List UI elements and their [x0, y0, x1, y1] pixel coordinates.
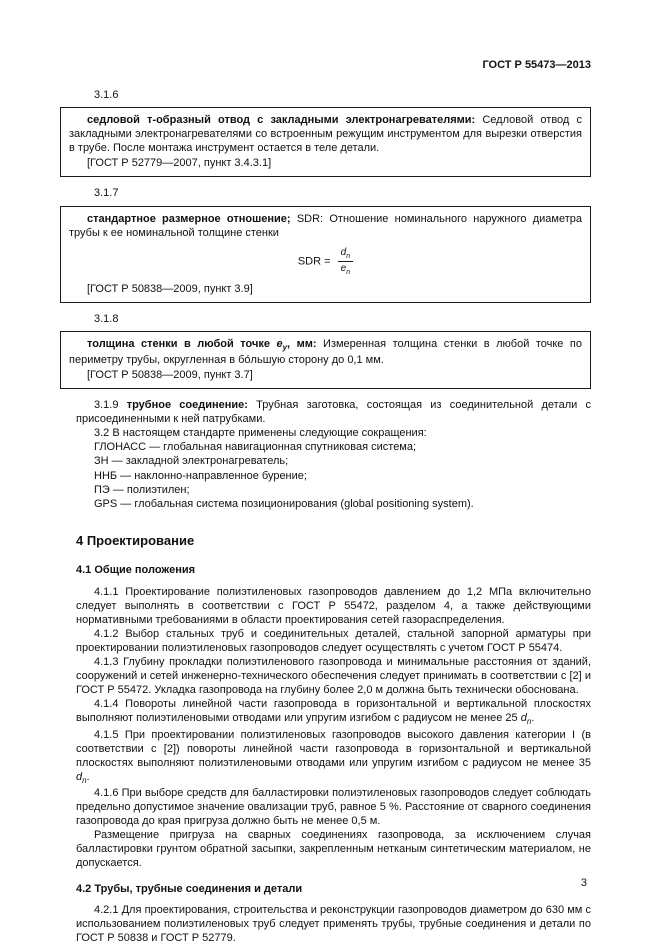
clause-4-1-5 — [76, 728, 591, 787]
term-text: Измеренная толщина стенки в любой точке по периметру трубы, округленная в бо́льшую сторону до 0,1 мм. — [69, 337, 583, 367]
clause-3-1-9 — [76, 398, 591, 426]
doc-header — [76, 58, 591, 72]
abbreviation-item: ЗН — закладной электронагреватель; — [94, 455, 289, 468]
numerator-subscript: n — [346, 250, 351, 260]
clause-4-1-6: 4.1.6 При выборе средств для балластировки полиэтиленовых газопроводов следует соблюдать предельно допустимое значение овализации труб, равное 5 %. Расстояние от сварного соединения газопровода до края пригруза должно быть не менее 0,5 м. — [76, 787, 591, 828]
abbreviation-item: GPS — глобальная система позиционирования (global positioning system). — [94, 497, 474, 510]
term-symbol-subscript: y — [282, 342, 288, 352]
term-name: седловой т-образный отвод с закладными электронагревателями: — [87, 114, 476, 127]
term-box-3-1-8 — [60, 331, 591, 389]
formula-denominator — [338, 262, 354, 276]
term-text: Отношение номинального наружного диаметра трубы к ее номинальной толщине стенки — [69, 212, 582, 239]
section-4-2-heading: 4.2 Трубы, трубные соединения и детали — [76, 882, 303, 895]
section-4-heading: 4 Проектирование — [76, 532, 195, 548]
clause-4-1-4 — [76, 697, 591, 727]
diameter-symbol: d — [520, 712, 527, 725]
term-symbol: e — [276, 337, 283, 350]
term-box-3-1-7 — [60, 206, 591, 303]
formula-numerator — [338, 247, 354, 262]
term-name — [87, 338, 323, 350]
term-abbr: SDR: — [290, 212, 330, 225]
abbreviation-item: ПЭ — полиэтилен; — [94, 483, 190, 496]
clause-text-end: . — [531, 712, 535, 725]
diameter-symbol: d — [76, 770, 83, 783]
term-reference: [ГОСТ Р 50838—2009, пункт 3.7] — [87, 369, 253, 382]
abbreviation-item: ГЛОНАСС — глобальная навигационная спутниковая система; — [94, 441, 417, 454]
term-definition-3-1-8 — [69, 337, 582, 367]
numerator-symbol: d — [340, 246, 347, 258]
abbreviation-item: ННБ — наклонно-направленное бурение; — [94, 469, 307, 482]
page-number: 3 — [580, 876, 587, 889]
section-4-1-heading: 4.1 Общие положения — [76, 564, 196, 577]
term-reference: [ГОСТ Р 50838—2009, пункт 3.9] — [87, 282, 253, 295]
clause-number: 3.1.9 — [94, 399, 119, 412]
denominator-subscript: n — [346, 266, 351, 276]
term-suffix: , мм: — [287, 337, 324, 350]
clause-label-3-1-6: 3.1.6 — [94, 89, 119, 102]
clause-4-1-2: 4.1.2 Выбор стальных труб и соединительных деталей, стальной запорной арматуры при проектировании полиэтиленовых газопроводов следует осуществлять с учетом ГОСТ Р 55474. — [76, 627, 591, 654]
clause-text: 4.1.5 При проектировании полиэтиленовых газопроводов высокого давления категории I (в соответствии с [2]) повороты линейной части газопровода в горизонтальной и вертикальной плоскостях выполняют полиэтиленовыми отводами или упругим изгибом с радиусом не менее 35 — [76, 728, 591, 769]
clause-label-3-1-7: 3.1.7 — [94, 187, 119, 200]
clause-label-3-1-8: 3.1.8 — [94, 312, 119, 325]
clause-text-end: . — [86, 770, 90, 783]
formula-fraction — [338, 247, 354, 276]
term-text: Трубная заготовка, состоящая из соединительной детали с присоединенными к ней патрубками. — [76, 399, 591, 426]
clause-text: 4.1.4 Повороты линейной части газопровода в горизонтальной и вертикальной плоскостях выполняют полиэтиленовыми отводами или упругим изгибом с радиусом не менее 25 — [76, 698, 591, 725]
term-name: стандартное размерное отношение; — [87, 212, 291, 225]
clause-4-1-1: 4.1.1 Проектирование полиэтиленовых газопроводов давлением до 1,2 МПа включительно следует выполнять в соответствии с ГОСТ Р 55472, разделом 4, а также действующими нормативными требованиями в области проектирования сетей газораспределения. — [76, 585, 591, 626]
diameter-subscript: n — [82, 775, 87, 785]
term-prefix: толщина стенки в любой точке — [87, 337, 277, 350]
diameter-subscript: n — [526, 717, 532, 727]
formula-equals: = — [321, 255, 334, 268]
doc-number: ГОСТ Р 55473—2013 — [482, 59, 591, 71]
term-definition-3-1-6 — [69, 113, 582, 155]
term-box-3-1-6 — [60, 107, 591, 177]
term-text: Седловой отвод с закладными электронагревателями со встроенным режущим инструментом для вырезки отверстия в трубе. После монтажа инструмент остается в теле детали. — [69, 114, 582, 155]
term-name: трубное соединение: — [126, 399, 248, 412]
clause-4-1-3: 4.1.3 Глубину прокладки полиэтиленового газопровода и минимальные расстояния от зданий, сооружений и сетей инженерно-технического обеспечения следует принимать в соответствии с [2] и ГОСТ Р 55472. Укладка газопровода на глубину более 2,0 м должна быть технически обоснована. — [76, 655, 591, 697]
sdr-formula — [69, 247, 582, 276]
formula-lhs: SDR — [297, 255, 322, 268]
clause-4-1-6-continued: Размещение пригруза на сварных соединениях газопровода, за исключением случая балластировки грунтом обратной засыпки, закрепленным нетканым синтетическим материалом, не допускается. — [76, 829, 591, 870]
term-reference: [ГОСТ Р 52779—2007, пункт 3.4.3.1] — [87, 157, 272, 170]
denominator-symbol: e — [340, 262, 347, 274]
clause-4-2-1: 4.2.1 Для проектирования, строительства и реконструкции газопроводов диаметром до 630 мм с использованием полиэтиленовых труб следует применять трубы, трубные соединения и детали по ГОСТ Р 50838 и ГОСТ Р 52779. — [76, 903, 591, 944]
term-definition-3-1-7 — [69, 212, 582, 240]
clause-3-2-intro: 3.2 В настоящем стандарте применены следующие сокращения: — [94, 427, 427, 440]
